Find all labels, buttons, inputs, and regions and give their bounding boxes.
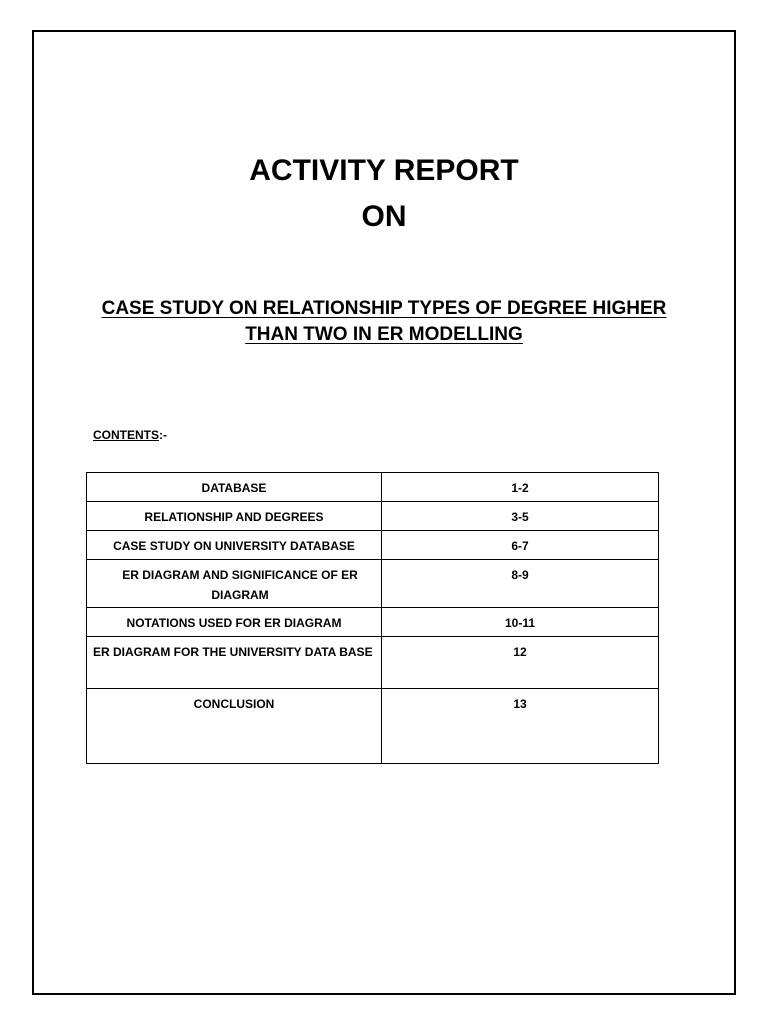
contents-heading: [93, 427, 167, 443]
toc-pages: 1-2: [382, 473, 659, 502]
table-row: [87, 637, 659, 689]
table-row: [87, 502, 659, 531]
table-row: [87, 689, 659, 764]
table-row: [87, 608, 659, 637]
toc-topic: NOTATIONS USED FOR ER DIAGRAM: [87, 608, 382, 637]
toc-topic: ER DIAGRAM AND SIGNIFICANCE OF ER DIAGRAM: [87, 560, 382, 608]
contents-heading-suffix: :-: [159, 428, 167, 442]
table-row: [87, 560, 659, 608]
table-row: [87, 531, 659, 560]
toc-pages: 6-7: [382, 531, 659, 560]
toc-pages: 13: [382, 689, 659, 764]
toc-pages: 3-5: [382, 502, 659, 531]
toc-topic: CONCLUSION: [87, 689, 382, 764]
report-title-on: ON: [361, 200, 407, 233]
report-title: ACTIVITY REPORT: [249, 154, 519, 187]
toc-pages: 12: [382, 637, 659, 689]
contents-heading-text: CONTENTS: [93, 428, 159, 442]
report-subtitle: CASE STUDY ON RELATIONSHIP TYPES OF DEGREE HIGHER THAN TWO IN ER MODELLING: [101, 298, 667, 345]
toc-topic: ER DIAGRAM FOR THE UNIVERSITY DATA BASE: [87, 637, 382, 689]
toc-topic: DATABASE: [87, 473, 382, 502]
toc-topic: CASE STUDY ON UNIVERSITY DATABASE: [87, 531, 382, 560]
toc-pages: 10-11: [382, 608, 659, 637]
contents-table: [86, 472, 659, 764]
toc-pages: 8-9: [382, 560, 659, 608]
toc-topic: RELATIONSHIP AND DEGREES: [87, 502, 382, 531]
table-row: [87, 473, 659, 502]
